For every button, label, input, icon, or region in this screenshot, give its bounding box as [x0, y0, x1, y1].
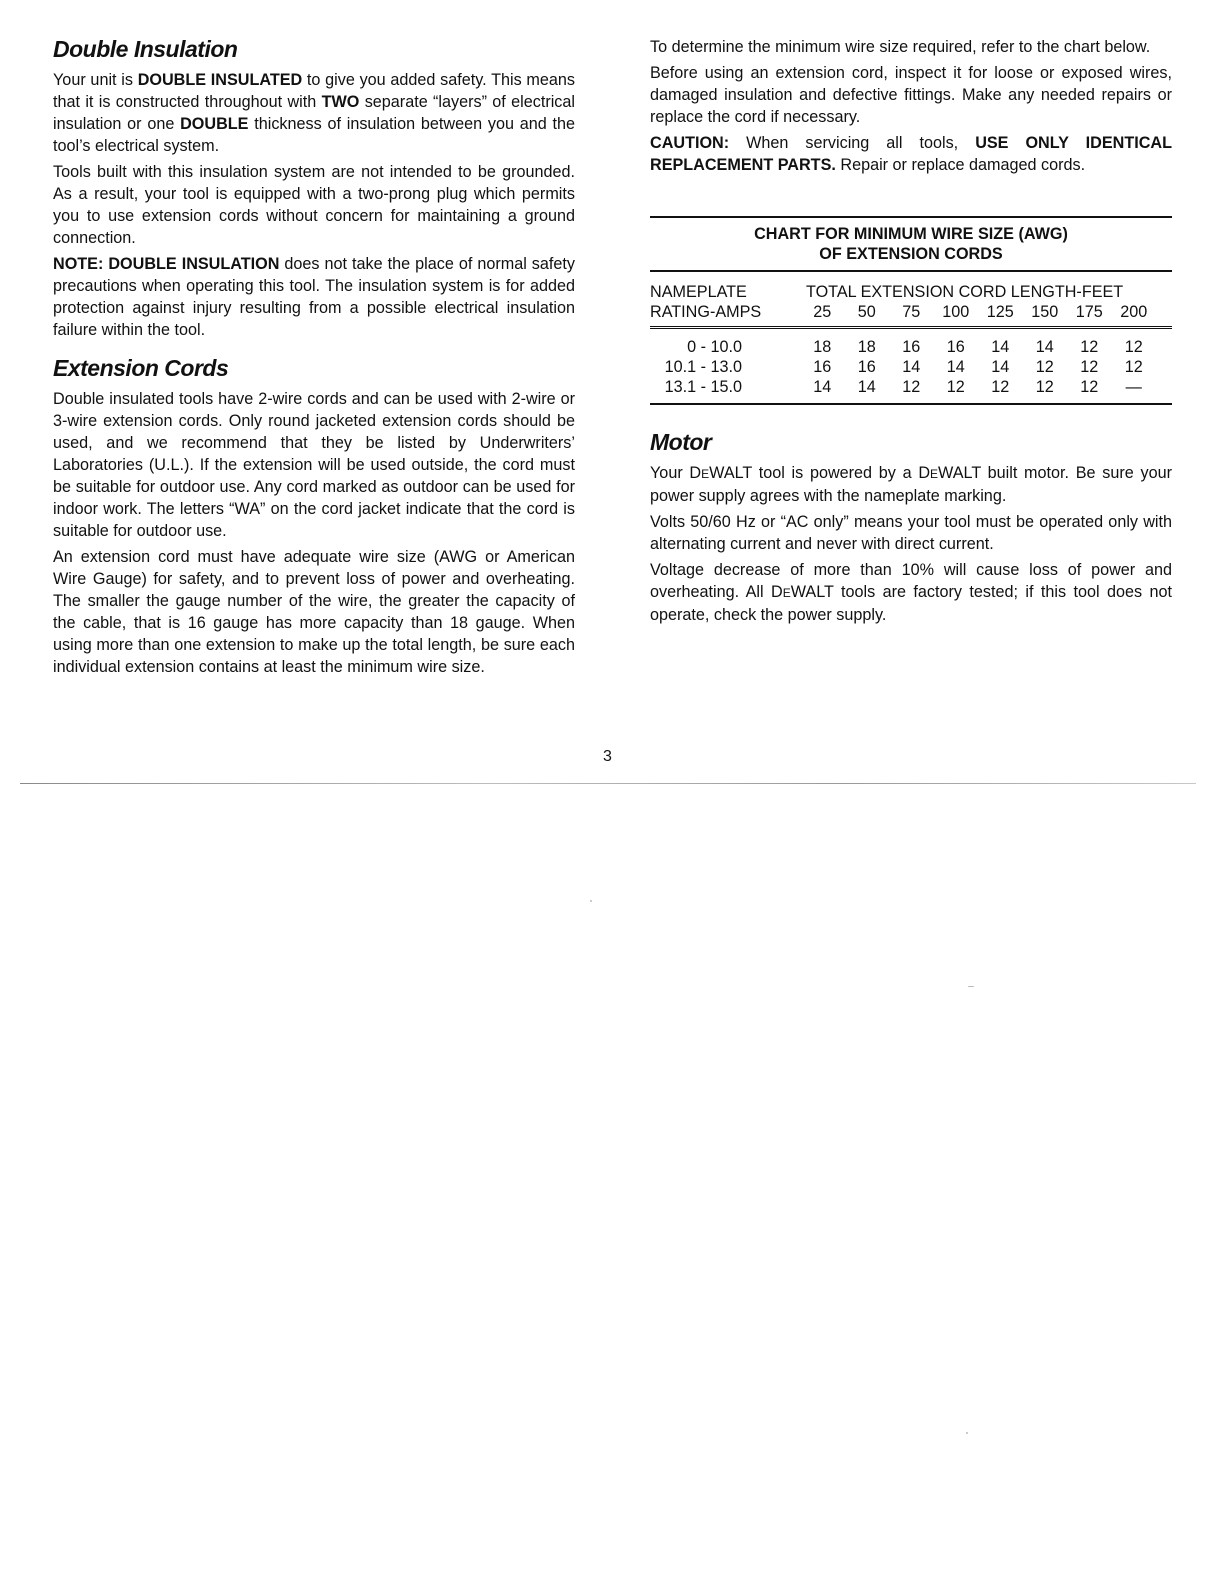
scan-speck [966, 1432, 968, 1434]
chart-row [650, 377, 1172, 397]
length-header-cell: 175 [1075, 303, 1103, 321]
double-insulation-paragraph-2: Tools built with this insulation system are not intended to be grounded. As a result, your tool is equipped with a two-prong plug which permits you to use extension cords without concern for maintaining a ground connection. [53, 163, 575, 247]
chart-reference-paragraph: To determine the minimum wire size required, refer to the chart below. [650, 38, 1151, 56]
double-insulation-note: NOTE: DOUBLE INSULATION does not take the place of normal safety precautions when operating this tool. The insulation system is for added protection against injury resulting from a possible electrical insulation failure within the tool. [53, 255, 575, 339]
wire-gauge-cell: 14 [946, 358, 965, 376]
wire-gauge-cell: 16 [946, 338, 965, 356]
extension-cords-paragraph-2: An extension cord must have adequate wire size (AWG or American Wire Gauge) for safety, and to prevent loss of power and overheating. The smaller the gauge number of the wire, the greater the capacity of the cable, that is 16 gauge has more capacity than 18 gauge. When using more than one extension to make up the total length, be sure each individual extension contains at least the minimum wire size. [53, 548, 575, 676]
length-header-cell: 200 [1120, 303, 1148, 321]
wire-gauge-cell: 12 [991, 378, 1010, 396]
length-header-cell: 150 [1031, 303, 1059, 321]
nameplate-header: NAMEPLATE [650, 283, 747, 301]
double-insulation-paragraph-1: Your unit is DOUBLE INSULATED to give you added safety. This means that it is constructed throughout with TWO separate “layers” of electrical insulation or one DOUBLE thickness of insulation between you and the tool’s electrical system. [53, 71, 575, 155]
amp-range-cell: 10.1 - 13.0 [664, 358, 742, 376]
motor-heading: Motor [650, 429, 712, 455]
footer-rule [20, 783, 1196, 784]
chart-row [650, 337, 1172, 357]
wire-gauge-cell: 14 [902, 358, 921, 376]
rating-amps-header: RATING-AMPS [650, 303, 762, 321]
inspect-cord-paragraph: Before using an extension cord, inspect it for loose or exposed wires, damaged insulation and defective fittings. Make any needed repairs or replace the cord if necessary. [650, 64, 1172, 126]
wire-gauge-cell: 14 [857, 378, 876, 396]
extension-cords-paragraph-1: Double insulated tools have 2-wire cords and can be used with 2-wire or 3-wire extension cords. Only round jacketed extension cords should be used, and we recommend that they be listed by Underwriters’ Laboratories (U.L.). If the extension will be used outside, the cord must be suitable for outdoor use. Any cord marked as outdoor can be used for indoor work. The letters “WA” on the cord jacket indicate that the cord is suitable for outdoor use. [53, 390, 575, 540]
length-header-cell: 75 [902, 303, 921, 321]
length-header-cell: 125 [986, 303, 1014, 321]
wire-gauge-cell: 14 [991, 358, 1010, 376]
wire-size-chart [650, 216, 1172, 405]
wire-gauge-cell: 12 [946, 378, 965, 396]
wire-gauge-cell: 18 [813, 338, 832, 356]
length-header: TOTAL EXTENSION CORD LENGTH-FEET [806, 283, 1124, 301]
wire-gauge-cell: 12 [1124, 338, 1143, 356]
length-header-cell: 25 [813, 303, 832, 321]
wire-gauge-cell: 12 [1035, 378, 1054, 396]
wire-gauge-cell: 14 [1035, 338, 1054, 356]
right-column [650, 36, 1172, 630]
chart-title-line-2: OF EXTENSION CORDS [819, 245, 1003, 263]
wire-gauge-cell: — [1125, 378, 1142, 396]
wire-gauge-cell: 18 [857, 338, 876, 356]
page-number: 3 [603, 748, 612, 765]
double-insulation-heading: Double Insulation [53, 36, 238, 62]
wire-gauge-cell: 12 [1080, 358, 1099, 376]
left-column [53, 36, 575, 682]
length-header-cell: 100 [942, 303, 970, 321]
wire-gauge-cell: 12 [902, 378, 921, 396]
motor-paragraph-2: Volts 50/60 Hz or “AC only” means your tool must be operated only with alternating current and never with direct current. [650, 513, 1172, 553]
wire-gauge-cell: 12 [1124, 358, 1143, 376]
length-header-cell: 50 [857, 303, 876, 321]
motor-paragraph-1: Your DEWALT tool is powered by a DEWALT built motor. Be sure your power supply agrees with the nameplate marking. [650, 464, 1172, 505]
wire-gauge-cell: 14 [813, 378, 832, 396]
amp-range-cell: 13.1 - 15.0 [664, 378, 742, 396]
chart-row [650, 357, 1172, 377]
chart-body [650, 329, 1172, 403]
scan-speck [590, 900, 592, 902]
chart-title-line-1: CHART FOR MINIMUM WIRE SIZE (AWG) [754, 225, 1068, 243]
extension-cords-heading: Extension Cords [53, 355, 229, 381]
wire-gauge-cell: 16 [857, 358, 876, 376]
wire-gauge-cell: 12 [1035, 358, 1054, 376]
wire-gauge-cell: 12 [1080, 338, 1099, 356]
wire-gauge-cell: 16 [902, 338, 921, 356]
wire-gauge-cell: 16 [813, 358, 832, 376]
wire-gauge-cell: 12 [1080, 378, 1099, 396]
caution-paragraph: CAUTION: When servicing all tools, USE ONLY IDENTICAL REPLACEMENT PARTS. Repair or replace damaged cords. [650, 134, 1172, 174]
motor-paragraph-3: Voltage decrease of more than 10% will cause loss of power and overheating. All DEWALT tools are factory tested; if this tool does not operate, check the power supply. [650, 561, 1172, 624]
amp-range-cell: 0 - 10.0 [687, 338, 742, 356]
chart-header [650, 272, 1172, 329]
chart-title [650, 218, 1172, 272]
wire-gauge-cell: 14 [991, 338, 1010, 356]
scan-speck [968, 986, 974, 987]
